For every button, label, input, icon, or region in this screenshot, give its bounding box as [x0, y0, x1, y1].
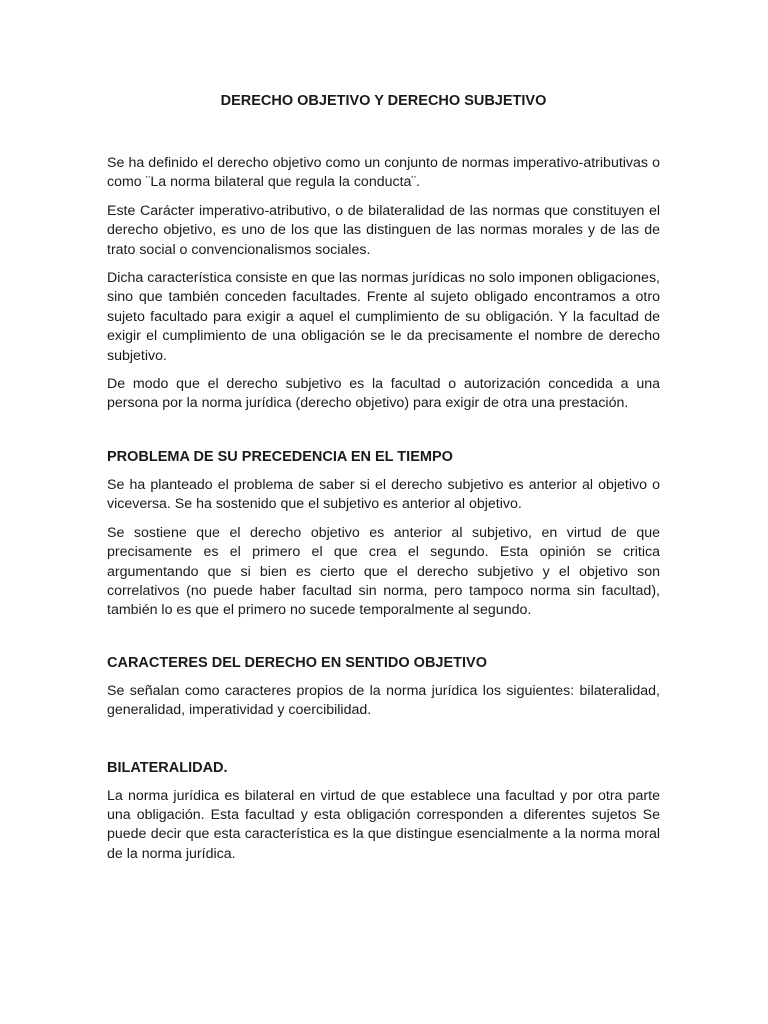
- section-heading: BILATERALIDAD.: [107, 759, 228, 776]
- paragraph: Este Carácter imperativo-atributivo, o de bilateralidad de las normas que constituyen el derecho objetivo, es uno de los que las distinguen de las normas morales y de las de trato social o convencionalismos sociales.: [107, 202, 660, 258]
- paragraph: La norma jurídica es bilateral en virtud de que establece una facultad y por otra parte una obligación. Esta facultad y esta obligación corresponden a diferentes sujetos Se puede decir que esta característica es la que distingue esencialmente a la norma moral de la norma jurídica.: [107, 787, 660, 862]
- paragraph: Se ha definido el derecho objetivo como un conjunto de normas imperativo-atributivas o como ¨La norma bilateral que regula la conducta¨.: [107, 155, 660, 191]
- paragraph: Se ha planteado el problema de saber si el derecho subjetivo es anterior al objetivo o viceversa. Se ha sostenido que el subjetivo es anterior al objetivo.: [107, 476, 660, 513]
- paragraph: De modo que el derecho subjetivo es la facultad o autorización concedida a una persona por la norma jurídica (derecho objetivo) para exigir de otra una prestación.: [107, 376, 660, 412]
- document-title: DERECHO OBJETIVO Y DERECHO SUBJETIVO: [220, 93, 547, 109]
- paragraph: Dicha característica consiste en que las normas jurídicas no solo imponen obligaciones, sino que también conceden facultades. Frente al sujeto obligado encontramos a otro sujeto facultado para exigir a aquel el cumplimiento de su obligación. Y la facultad de exigir el cumplimiento de una obligación se le da precisamente el nombre de derecho subjetivo.: [107, 270, 660, 364]
- paragraph: Se señalan como caracteres propios de la norma jurídica los siguientes: bilateralidad, generalidad, imperatividad y coercibilidad.: [107, 682, 660, 719]
- paragraph: Se sostiene que el derecho objetivo es anterior al subjetivo, en virtud de que precisamente es el primero el que crea el segundo. Esta opinión se critica argumentando que si bien es cierto que el derecho subjetivo y el objetivo son correlativos (no puede haber facultad sin norma, pero tampoco norma sin facultad), también lo es que el primero no sucede temporalmente al segundo.: [107, 524, 660, 619]
- section-heading: CARACTERES DEL DERECHO EN SENTIDO OBJETIVO: [107, 654, 488, 671]
- section-heading: PROBLEMA DE SU PRECEDENCIA EN EL TIEMPO: [107, 448, 453, 465]
- document-page: [107, 92, 660, 873]
